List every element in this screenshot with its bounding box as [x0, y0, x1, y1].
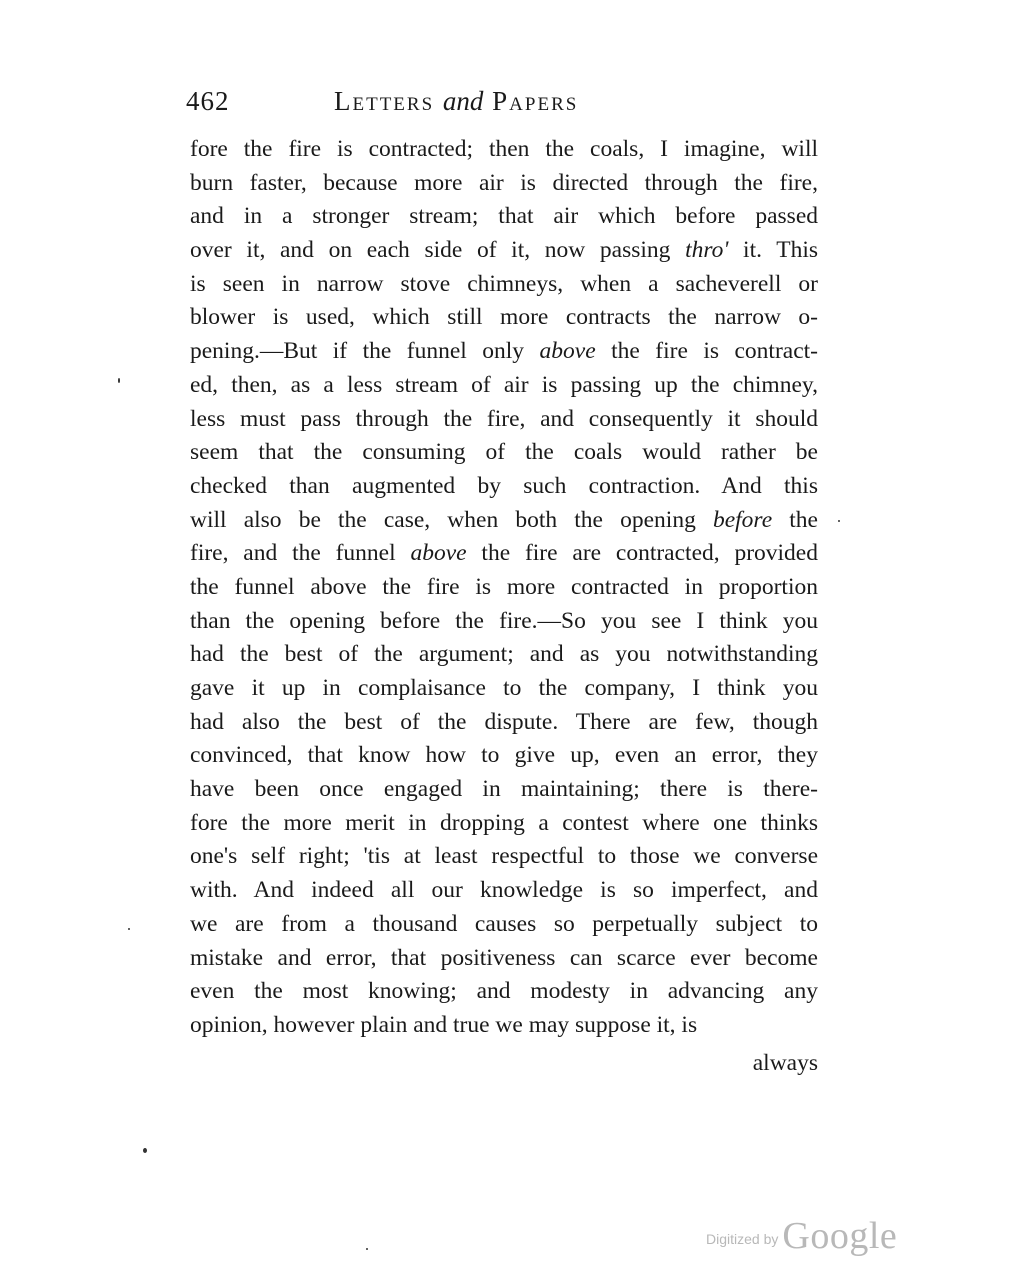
text-line	[190, 167, 818, 201]
text-segment: the funnel above the fire is more contracted in proportion	[190, 573, 818, 600]
scan-speck	[128, 928, 130, 930]
text-line	[190, 234, 818, 268]
text-segment: even the most knowing; and modesty in advancing any	[190, 978, 818, 1005]
text-segment: with. And indeed all our knowledge is so imperfect, and	[190, 877, 818, 904]
text-segment: and in a stronger stream; that air which before passed	[190, 203, 818, 230]
text-segment: will also be the case, when both the opening	[190, 506, 713, 533]
text-segment: pening.—But if the funnel only	[190, 338, 540, 365]
scan-speck	[143, 1148, 147, 1153]
text-segment: fire, and the funnel	[190, 540, 411, 567]
digitized-by-google-watermark	[706, 1214, 897, 1258]
text-line	[190, 470, 818, 504]
text-line	[190, 436, 818, 470]
text-segment: we are from a thousand causes so perpetually subject to	[190, 910, 818, 937]
text-line	[190, 807, 818, 841]
text-line	[190, 537, 818, 571]
text-line	[190, 335, 818, 369]
text-segment: mistake and error, that positiveness can scarce ever become	[190, 944, 818, 971]
text-segment: have been once engaged in maintaining; there is there-	[190, 776, 818, 803]
text-segment: burn faster, because more air is directed through the fire,	[190, 169, 818, 196]
text-segment: the	[772, 506, 818, 533]
running-title-joiner: and	[442, 86, 484, 116]
text-segment: convinced, that know how to give up, even an error, they	[190, 742, 818, 769]
text-line	[190, 605, 818, 639]
text-line	[190, 840, 818, 874]
text-segment: over it, and on each side of it, now passing	[190, 237, 686, 264]
text-segment: gave it up in complaisance to the company, I think you	[190, 675, 818, 701]
text-line	[190, 268, 818, 302]
text-line	[190, 200, 818, 234]
watermark-prefix: Digitized by	[706, 1231, 779, 1247]
text-line	[190, 975, 818, 1009]
text-line	[190, 133, 818, 167]
text-segment: checked than augmented by such contraction. And this	[190, 472, 818, 499]
scan-speck	[838, 520, 840, 522]
text-line	[190, 301, 818, 335]
running-head	[186, 86, 826, 122]
italic-text: above	[539, 338, 596, 365]
text-segment: fore the more merit in dropping a contest where one thinks	[190, 809, 818, 836]
text-line	[190, 504, 818, 538]
text-segment: fore the fire is contracted; then the coals, I imagine, will	[190, 136, 818, 162]
text-line	[190, 1009, 818, 1043]
text-line	[190, 739, 818, 773]
text-line	[190, 571, 818, 605]
italic-text: thro'	[685, 237, 729, 264]
text-line	[190, 403, 818, 437]
text-line	[190, 908, 818, 942]
text-segment: had also the best of the dispute. There are few, though	[190, 708, 818, 735]
italic-text: before	[712, 506, 773, 533]
running-title-right: Papers	[492, 86, 579, 116]
text-line	[190, 706, 818, 740]
text-line	[190, 638, 818, 672]
text-line	[190, 874, 818, 908]
text-segment: it. This	[728, 237, 818, 264]
text-segment: than the opening before the fire.—So you see I think you	[190, 607, 818, 634]
text-line	[190, 942, 818, 976]
text-segment: blower is used, which still more contracts the narrow o-	[190, 304, 818, 331]
running-title-left: Letters	[334, 86, 435, 116]
scan-speck	[118, 378, 120, 383]
text-segment: ed, then, as a less stream of air is passing up the chimney,	[190, 371, 818, 398]
body-text	[190, 133, 818, 1043]
text-segment: one's self right; 'tis at least respectful to those we converse	[190, 843, 818, 870]
text-segment: seem that the consuming of the coals would rather be	[190, 439, 818, 466]
italic-text: above	[410, 540, 467, 567]
scan-speck	[366, 1248, 368, 1250]
text-line	[190, 773, 818, 807]
page-number: 462	[186, 86, 230, 116]
text-segment: is seen in narrow stove chimneys, when a sacheverell or	[190, 270, 818, 297]
text-line	[190, 672, 818, 706]
watermark-brand: Google	[782, 1215, 898, 1257]
catchword: always	[752, 1050, 818, 1076]
running-title	[334, 86, 578, 117]
text-segment: the fire is contract-	[595, 338, 819, 365]
text-segment: less must pass through the fire, and consequently it should	[190, 405, 818, 432]
text-line	[190, 369, 818, 403]
text-segment: opinion, however plain and true we may suppose it, is	[190, 1011, 698, 1038]
text-segment: had the best of the argument; and as you notwithstanding	[190, 641, 818, 668]
text-segment: the fire are contracted, provided	[466, 540, 818, 567]
